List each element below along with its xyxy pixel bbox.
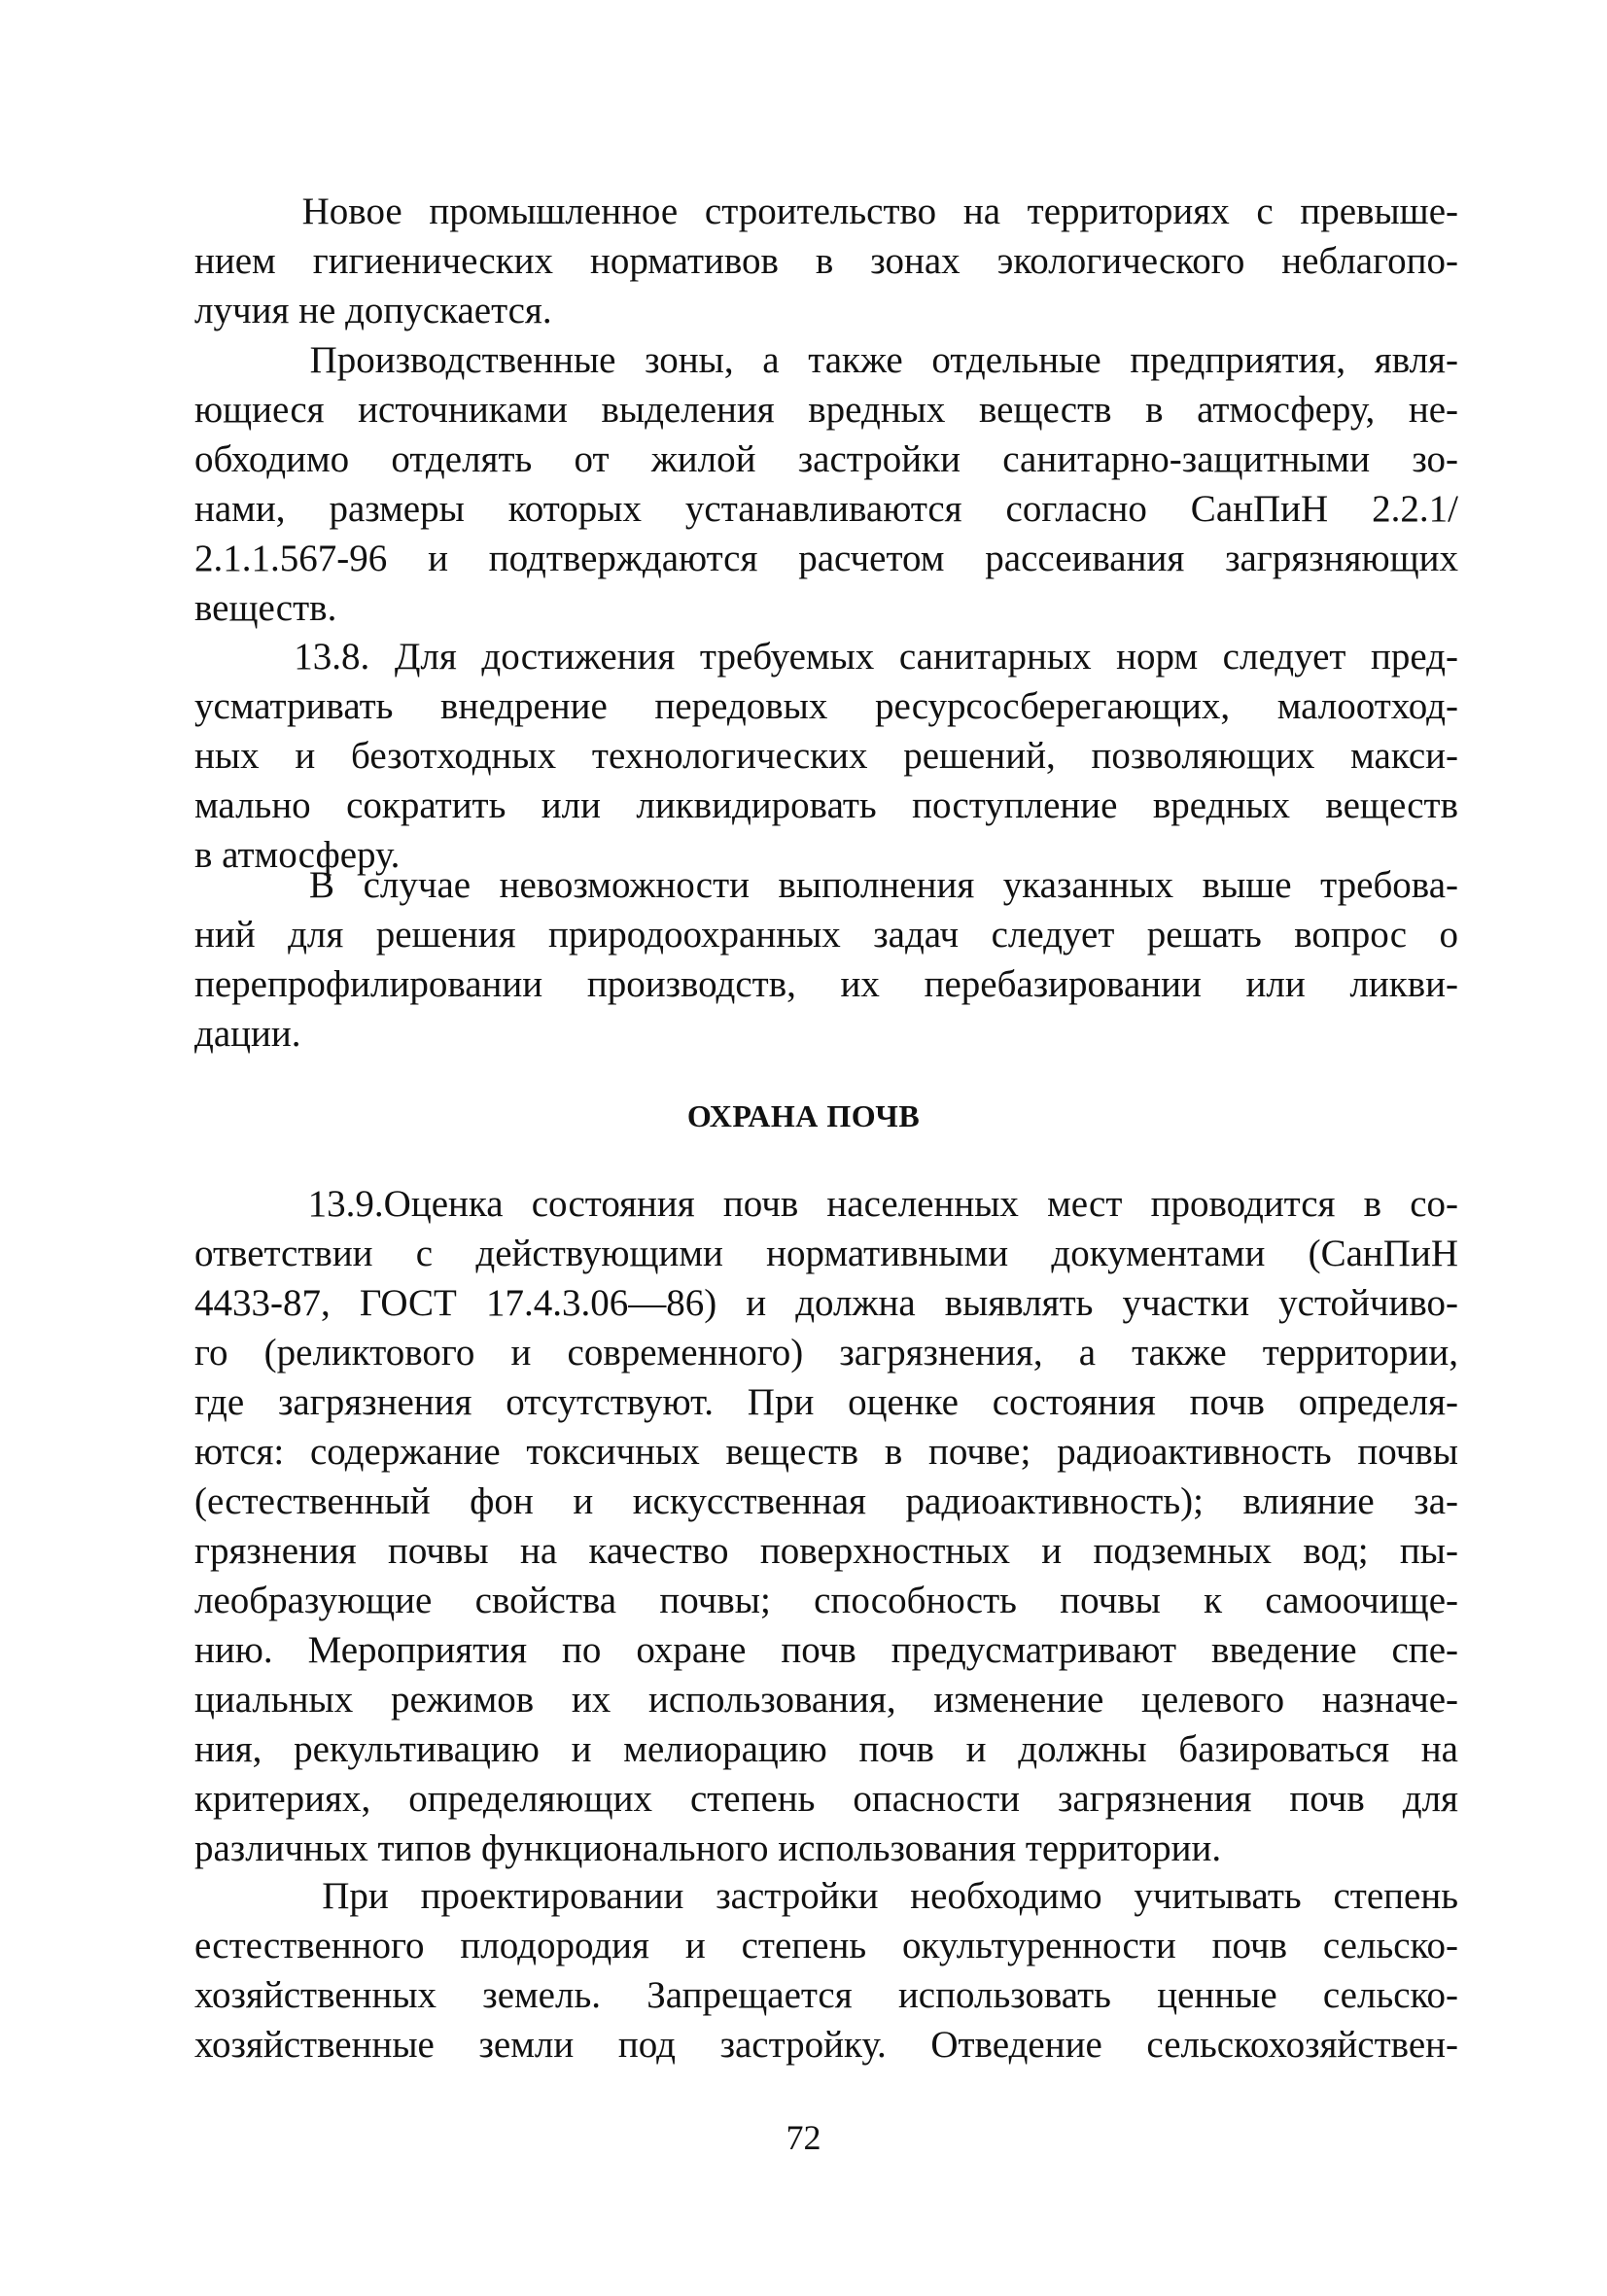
text-line: ющиеся источниками выделения вредных веществ в атмосферу, не- (194, 389, 1458, 431)
text-line: ответствии с действующими нормативными документами (СанПиН (194, 1233, 1458, 1274)
text-line: 4433-87, ГОСТ 17.4.3.06—86) и должна выявлять участки устойчиво- (194, 1282, 1458, 1324)
text-line: перепрофилировании производств, их перебазировании или ликви- (194, 963, 1458, 1005)
text-line: нием гигиенических нормативов в зонах экологического неблагопо- (194, 240, 1458, 282)
text-line: обходимо отделять от жилой застройки санитарно-защитными зо- (194, 438, 1458, 480)
section-heading: ОХРАНА ПОЧВ (686, 1098, 921, 1133)
paragraph-13-8 (194, 632, 1458, 880)
text-line: нами, размеры которых устанавливаются согласно СанПиН 2.2.1/ (194, 488, 1458, 530)
text-line: Новое промышленное строительство на территориях с превыше- (194, 191, 1458, 232)
paragraph-1 (194, 187, 1458, 335)
text-line: 2.1.1.567-96 и подтверждаются расчетом рассеивания загрязняющих (194, 538, 1458, 579)
text-line: ются: содержание токсичных веществ в почве; радиоактивность почвы (194, 1431, 1458, 1473)
text-line: различных типов функционального использования территории. (194, 1827, 1222, 1869)
text-line: хозяйственные земли под застройку. Отведение сельскохозяйствен- (194, 2024, 1458, 2066)
text-line: в атмосферу. (194, 834, 401, 876)
text-line: В случае невозможности выполнения указанных выше требова- (194, 864, 1458, 906)
text-line: ний для решения природоохранных задач следует решать вопрос о (194, 914, 1458, 956)
text-line: мально сократить или ликвидировать поступление вредных веществ (194, 784, 1458, 826)
text-line: При проектировании застройки необходимо учитывать степень (194, 1875, 1458, 1917)
text-line: Производственные зоны, а также отдельные предприятия, явля- (194, 339, 1458, 381)
text-line: усматривать внедрение передовых ресурсосберегающих, малоотход- (194, 685, 1458, 727)
text-line: ния, рекультивацию и мелиорацию почв и должны базироваться на (194, 1728, 1458, 1770)
text-line: веществ. (194, 587, 337, 629)
text-line: 13.9.Оценка состояния почв населенных мест проводится в со- (194, 1183, 1458, 1225)
text-line: дации. (194, 1013, 301, 1055)
text-line: где загрязнения отсутствуют. При оценке состояния почв определя- (194, 1381, 1458, 1423)
paragraph-4 (194, 860, 1458, 1059)
paragraph-13-9 (194, 1179, 1458, 1873)
page-number: 72 (786, 2118, 821, 2157)
text-line: ных и безотходных технологических решений, позволяющих макси- (194, 735, 1458, 777)
paragraph-2 (194, 335, 1458, 633)
text-line: естественного плодородия и степень окультуренности почв сельско- (194, 1925, 1458, 1966)
text-line: хозяйственных земель. Запрещается использовать ценные сельско- (194, 1974, 1458, 2016)
text-line: го (реликтового и современного) загрязнения, а также территории, (194, 1332, 1458, 1374)
paragraph-6 (194, 1871, 1458, 2070)
text-line: леобразующие свойства почвы; способность почвы к самоочище- (194, 1580, 1458, 1621)
text-line: критериях, определяющих степень опасности загрязнения почв для (194, 1778, 1458, 1820)
text-line: циальных режимов их использования, изменение целевого назначе- (194, 1679, 1458, 1721)
text-line: 13.8. Для достижения требуемых санитарных норм следует пред- (194, 636, 1458, 678)
text-line: нию. Мероприятия по охране почв предусматривают введение спе- (194, 1629, 1458, 1671)
text-line: лучия не допускается. (194, 290, 552, 331)
text-line: грязнения почвы на качество поверхностных и подземных вод; пы- (194, 1530, 1458, 1572)
text-line: (естественный фон и искусственная радиоактивность); влияние за- (194, 1480, 1458, 1522)
